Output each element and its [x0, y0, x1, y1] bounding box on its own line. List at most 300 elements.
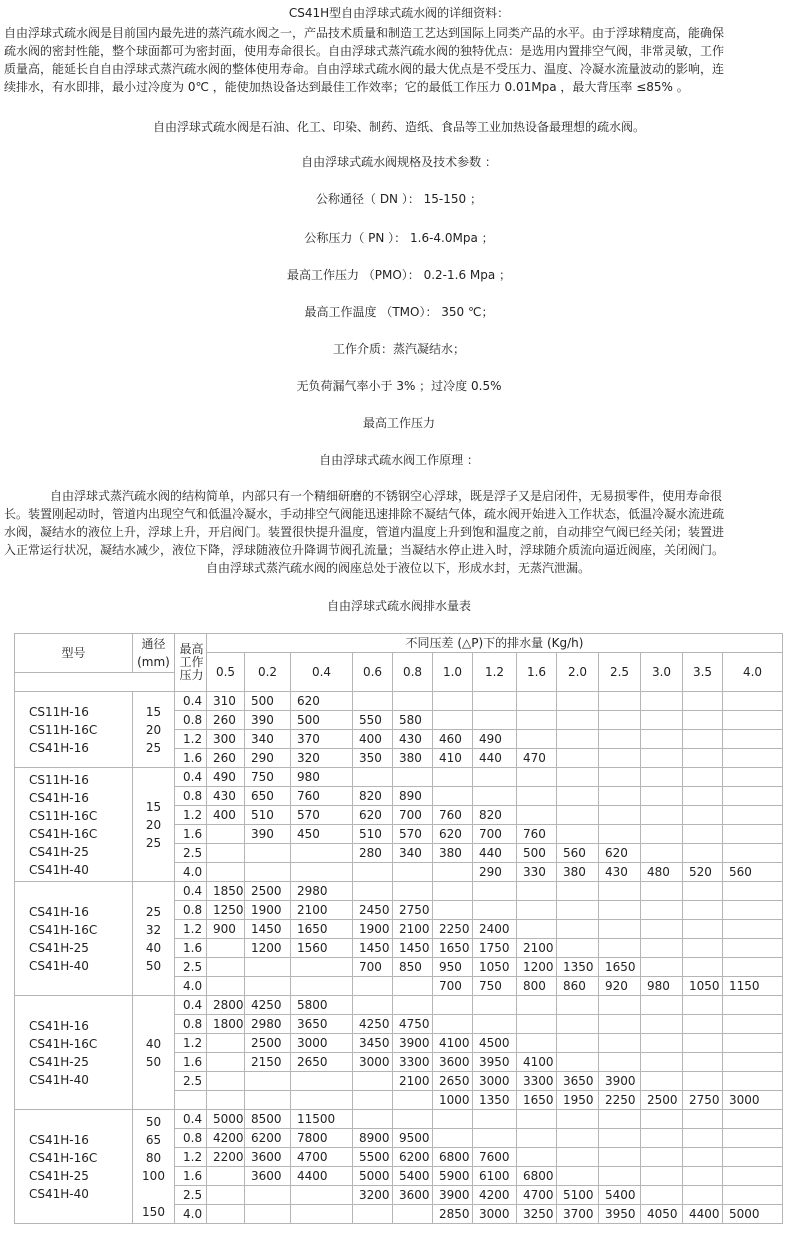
- flow-value: 460: [433, 730, 473, 749]
- flow-value: 3700: [557, 1205, 599, 1224]
- dn-value: 50: [145, 958, 162, 973]
- flow-value: 2100: [393, 920, 433, 939]
- flow-value: [393, 882, 433, 901]
- flow-value: 470: [517, 749, 557, 768]
- flow-value: 2800: [207, 996, 245, 1015]
- flow-value: [353, 1110, 393, 1129]
- flow-value: 1350: [473, 1091, 517, 1110]
- flow-value: 760: [517, 825, 557, 844]
- flow-value: [557, 1034, 599, 1053]
- model-cell: [15, 692, 133, 768]
- flow-value: [433, 787, 473, 806]
- spec-pmo: 最高工作压力 （PMO）： 0.2-1.6 Mpa ；: [286, 268, 512, 282]
- flow-value: [683, 730, 723, 749]
- model-name: CS41H-25: [29, 940, 89, 955]
- flow-value: [599, 996, 641, 1015]
- flow-value: 3600: [245, 1167, 291, 1186]
- flow-value: [393, 1110, 433, 1129]
- flow-value: 5100: [557, 1186, 599, 1205]
- flow-value: 1650: [599, 958, 641, 977]
- pmo-value: 2.5: [175, 1186, 207, 1205]
- flow-value: [641, 1186, 683, 1205]
- intro-line: 疏水阀的密封性能，整个球面都可为密封面，使用寿命很长。自由浮球式蒸汽疏水阀的独特优点：是选用内置排空气阀，非常灵敏，工作: [4, 44, 725, 58]
- flow-value: [641, 1167, 683, 1186]
- flow-value: [473, 901, 517, 920]
- flow-value: 9500: [393, 1129, 433, 1148]
- pmo-value: 1.2: [175, 920, 207, 939]
- flow-value: 320: [291, 749, 353, 768]
- flow-value: 1350: [557, 958, 599, 977]
- flow-value: [517, 901, 557, 920]
- flow-value: 550: [353, 711, 393, 730]
- flow-value: [517, 996, 557, 1015]
- flow-value: 3000: [473, 1205, 517, 1224]
- flow-value: [641, 1110, 683, 1129]
- flow-value: 620: [353, 806, 393, 825]
- flow-value: 920: [599, 977, 641, 996]
- pmo-value: 1.6: [175, 825, 207, 844]
- header-model: 型号: [15, 634, 133, 673]
- flow-value: [245, 1186, 291, 1205]
- flow-value: [683, 692, 723, 711]
- flow-value: 4700: [291, 1148, 353, 1167]
- flow-value: 3300: [517, 1072, 557, 1091]
- flow-value: [433, 882, 473, 901]
- flow-value: 390: [245, 711, 291, 730]
- spec-title: 自由浮球式疏水阀规格及技术参数 ：: [301, 155, 497, 169]
- flow-value: [557, 806, 599, 825]
- flow-value: 310: [207, 692, 245, 711]
- flow-value: [473, 1110, 517, 1129]
- flow-value: 6800: [517, 1167, 557, 1186]
- flow-value: [207, 1167, 245, 1186]
- flow-value: 3000: [723, 1091, 783, 1110]
- flow-value: 410: [433, 749, 473, 768]
- flow-value: 330: [517, 863, 557, 882]
- flow-value: 2650: [291, 1053, 353, 1072]
- header-pressure: 3.0: [641, 653, 683, 692]
- flow-value: 340: [245, 730, 291, 749]
- flow-value: 760: [291, 787, 353, 806]
- flow-value: 760: [433, 806, 473, 825]
- flow-value: [557, 1148, 599, 1167]
- flow-value: 3950: [599, 1205, 641, 1224]
- flow-value: [683, 1186, 723, 1205]
- doc-title: CS41H型自由浮球式疏水阀的详细资料：: [288, 6, 510, 20]
- flow-value: [683, 844, 723, 863]
- model-name: CS41H-16: [29, 1018, 89, 1033]
- model-name: CS41H-25: [29, 1168, 89, 1183]
- flow-value: 5000: [723, 1205, 783, 1224]
- flow-value: [291, 1072, 353, 1091]
- header-pressure: 1.6: [517, 653, 557, 692]
- flow-value: [683, 996, 723, 1015]
- model-name: CS41H-16: [29, 740, 89, 755]
- flow-value: [599, 1129, 641, 1148]
- flow-value: [641, 996, 683, 1015]
- flow-value: [723, 920, 783, 939]
- model-name: CS41H-16C: [29, 1036, 98, 1051]
- dn-value: 20: [145, 722, 162, 737]
- dn-value: [133, 1185, 174, 1203]
- flow-value: 1750: [473, 939, 517, 958]
- flow-value: [683, 768, 723, 787]
- flow-value: [599, 730, 641, 749]
- flow-value: [683, 1129, 723, 1148]
- flow-value: [517, 1110, 557, 1129]
- flow-value: [557, 768, 599, 787]
- flow-value: [517, 1015, 557, 1034]
- flow-value: [473, 996, 517, 1015]
- flow-value: 4100: [517, 1053, 557, 1072]
- flow-value: [433, 692, 473, 711]
- flow-value: [393, 692, 433, 711]
- flow-value: 2750: [683, 1091, 723, 1110]
- flow-value: [723, 1015, 783, 1034]
- flow-value: [641, 806, 683, 825]
- flow-value: 2500: [641, 1091, 683, 1110]
- header-filler: [15, 673, 175, 692]
- flow-value: [245, 1072, 291, 1091]
- header-pressure: 3.5: [683, 653, 723, 692]
- flow-value: [599, 787, 641, 806]
- flow-value: 2650: [433, 1072, 473, 1091]
- flow-value: [599, 1034, 641, 1053]
- dn-value: 150: [142, 1204, 165, 1219]
- pmo-value: 0.8: [175, 787, 207, 806]
- flow-value: [599, 1167, 641, 1186]
- flow-value: [353, 863, 393, 882]
- flow-value: 3600: [245, 1148, 291, 1167]
- header-pressure: 4.0: [723, 653, 783, 692]
- principle-paragraph: [4, 487, 792, 577]
- dn-cell: [133, 996, 175, 1110]
- header-dn-label: 通径: [141, 637, 166, 651]
- flow-value: 6100: [473, 1167, 517, 1186]
- flow-value: 2500: [245, 882, 291, 901]
- flow-value: [557, 749, 599, 768]
- flow-value: [723, 825, 783, 844]
- flow-value: 5800: [291, 996, 353, 1015]
- flow-value: [517, 1148, 557, 1167]
- model-name: CS41H-40: [29, 1072, 89, 1087]
- flow-value: [723, 1186, 783, 1205]
- flow-value: 2450: [353, 901, 393, 920]
- pmo-value: 2.5: [175, 958, 207, 977]
- flow-value: [353, 1091, 393, 1110]
- pmo-value: 4.0: [175, 1205, 207, 1224]
- flow-value: 650: [245, 787, 291, 806]
- flow-value: [683, 1034, 723, 1053]
- model-name: CS41H-25: [29, 844, 89, 859]
- flow-value: 620: [291, 692, 353, 711]
- flow-value: [207, 1072, 245, 1091]
- flow-value: [207, 958, 245, 977]
- flow-value: [641, 901, 683, 920]
- flow-value: [683, 901, 723, 920]
- flow-value: [599, 1148, 641, 1167]
- spec-medium: 工作介质：蒸汽凝结水；: [332, 342, 465, 356]
- flow-value: 3450: [353, 1034, 393, 1053]
- flow-value: 700: [473, 825, 517, 844]
- flow-value: 440: [473, 844, 517, 863]
- dn-cell: [133, 692, 175, 768]
- pmo-value: 1.2: [175, 730, 207, 749]
- flow-value: 4750: [393, 1015, 433, 1034]
- flow-value: 1150: [723, 977, 783, 996]
- dn-value: 100: [142, 1168, 165, 1183]
- flow-value: 1250: [207, 901, 245, 920]
- flow-value: 400: [207, 806, 245, 825]
- flow-value: [207, 863, 245, 882]
- flow-value: [517, 692, 557, 711]
- flow-value: 4700: [517, 1186, 557, 1205]
- flow-value: [599, 920, 641, 939]
- model-name: CS41H-16C: [29, 922, 98, 937]
- flow-value: [683, 1053, 723, 1072]
- flow-value: [473, 787, 517, 806]
- flow-value: 1450: [353, 939, 393, 958]
- flow-value: 3600: [393, 1186, 433, 1205]
- pmo-value: 4.0: [175, 863, 207, 882]
- flow-value: [641, 1015, 683, 1034]
- flow-value: [393, 977, 433, 996]
- flow-value: [557, 920, 599, 939]
- flow-value: 430: [207, 787, 245, 806]
- flow-value: 1650: [517, 1091, 557, 1110]
- flow-value: 2500: [245, 1034, 291, 1053]
- flow-value: [641, 1148, 683, 1167]
- flow-value: [291, 977, 353, 996]
- flow-value: 3200: [353, 1186, 393, 1205]
- flow-value: 2100: [517, 939, 557, 958]
- flow-value: 570: [291, 806, 353, 825]
- flow-value: [433, 1129, 473, 1148]
- flow-value: 5500: [353, 1148, 393, 1167]
- flow-value: [723, 939, 783, 958]
- table-row: [15, 996, 783, 1015]
- table-row: [15, 692, 783, 711]
- flow-value: 820: [353, 787, 393, 806]
- header-pressure: 0.5: [207, 653, 245, 692]
- header-pressure: 2.5: [599, 653, 641, 692]
- principle-line: 长。装置刚起动时，管道内出现空气和低温冷凝水，手动排空气阀能迅速排除不凝结气体，疏水阀开始进入工作状态，低温冷凝水流进疏: [4, 507, 725, 521]
- flow-value: [245, 1205, 291, 1224]
- flow-value: [473, 1015, 517, 1034]
- model-name: CS11H-16C: [29, 722, 98, 737]
- flow-value: 560: [557, 844, 599, 863]
- flow-value: [641, 787, 683, 806]
- flow-value: [557, 1129, 599, 1148]
- flow-value: 1450: [245, 920, 291, 939]
- flow-value: [557, 901, 599, 920]
- flow-value: 6800: [433, 1148, 473, 1167]
- flow-value: 400: [353, 730, 393, 749]
- flow-value: [641, 825, 683, 844]
- flow-value: [641, 1053, 683, 1072]
- flow-value: 1000: [433, 1091, 473, 1110]
- model-name: CS11H-16: [29, 704, 89, 719]
- pmo-value: 2.5: [175, 844, 207, 863]
- flow-value: [517, 768, 557, 787]
- principle-title: 自由浮球式疏水阀工作原理 ：: [319, 453, 479, 467]
- flow-value: 5900: [433, 1167, 473, 1186]
- flow-value: 370: [291, 730, 353, 749]
- flow-value: 260: [207, 749, 245, 768]
- flow-value: [473, 1129, 517, 1148]
- flow-value: [599, 901, 641, 920]
- dn-cell: [133, 768, 175, 882]
- flow-value: 430: [393, 730, 433, 749]
- header-pressure: 1.2: [473, 653, 517, 692]
- principle-line: 水阀，凝结水的液位上升，浮球上升，开启阀门。装置很快提升温度，管道内温度上升到饱和温度之前，自动排空气阀已经关闭；装置进: [4, 525, 725, 539]
- model-name: CS41H-40: [29, 862, 89, 877]
- pmo-value: 4.0: [175, 977, 207, 996]
- dn-value: 15: [145, 704, 162, 719]
- header-pressure-group: 不同压差 (△P)下的排水量 (Kg/h): [207, 634, 783, 653]
- pmo-value: 0.8: [175, 1015, 207, 1034]
- flow-value: [517, 806, 557, 825]
- flow-value: 1850: [207, 882, 245, 901]
- flow-value: [641, 768, 683, 787]
- flow-value: [599, 1015, 641, 1034]
- flow-value: 980: [641, 977, 683, 996]
- flow-value: [599, 1053, 641, 1072]
- flow-value: [517, 711, 557, 730]
- dn-value: 20: [145, 817, 162, 832]
- flow-value: [517, 730, 557, 749]
- flow-value: [207, 1034, 245, 1053]
- flow-value: [723, 787, 783, 806]
- flow-value: [557, 1015, 599, 1034]
- flow-value: [683, 1015, 723, 1034]
- pmo-value: 0.4: [175, 692, 207, 711]
- flow-value: [291, 863, 353, 882]
- flow-value: 890: [393, 787, 433, 806]
- flow-value: [557, 996, 599, 1015]
- flow-value: 1200: [245, 939, 291, 958]
- flow-value: 2980: [245, 1015, 291, 1034]
- flow-value: 7800: [291, 1129, 353, 1148]
- header-dn: [133, 634, 175, 673]
- flow-value: [723, 1129, 783, 1148]
- flow-value: 6200: [393, 1148, 433, 1167]
- flow-value: [723, 882, 783, 901]
- dn-cell: [133, 1110, 175, 1224]
- flow-value: [723, 1148, 783, 1167]
- flow-value: [557, 1110, 599, 1129]
- flow-value: [517, 920, 557, 939]
- flow-value: [599, 711, 641, 730]
- flow-value: 450: [291, 825, 353, 844]
- flow-value: [557, 711, 599, 730]
- flow-value: [641, 882, 683, 901]
- flow-value: 4200: [473, 1186, 517, 1205]
- flow-value: [517, 1129, 557, 1148]
- flow-value: 1650: [433, 939, 473, 958]
- flow-value: 2250: [433, 920, 473, 939]
- flow-value: [599, 939, 641, 958]
- flow-value: 280: [353, 844, 393, 863]
- intro-line: 自由浮球式疏水阀是目前国内最先进的蒸汽疏水阀之一，产品技术质量和制造工艺达到国际上同类产品的水平。由于浮球精度高，能确保: [4, 26, 725, 40]
- model-name: CS41H-16: [29, 1132, 89, 1147]
- spec-max-pressure: 最高工作压力: [362, 416, 435, 430]
- flow-value: 3300: [393, 1053, 433, 1072]
- flow-value: [683, 958, 723, 977]
- flow-value: 1800: [207, 1015, 245, 1034]
- flow-value: [723, 958, 783, 977]
- dn-value: 40: [145, 1036, 162, 1051]
- flow-value: [291, 1205, 353, 1224]
- flow-value: [353, 692, 393, 711]
- flow-value: 800: [517, 977, 557, 996]
- flow-value: [433, 901, 473, 920]
- pmo-value: 0.4: [175, 1110, 207, 1129]
- flow-value: 380: [557, 863, 599, 882]
- flow-value: [207, 1091, 245, 1110]
- flow-value: [245, 1091, 291, 1110]
- flow-value: [393, 996, 433, 1015]
- flow-value: 520: [683, 863, 723, 882]
- flow-value: 510: [353, 825, 393, 844]
- flow-value: [393, 1205, 433, 1224]
- flow-value: [683, 711, 723, 730]
- flow-value: [599, 692, 641, 711]
- flow-value: 700: [393, 806, 433, 825]
- flow-value: [641, 939, 683, 958]
- principle-line: 自由浮球式蒸汽疏水阀的结构简单，内部只有一个精细研磨的不锈钢空心浮球，既是浮子又是启闭件，无易损零件，使用寿命很: [50, 489, 723, 503]
- flow-value: [291, 1186, 353, 1205]
- pmo-value: 1.2: [175, 1148, 207, 1167]
- flow-value: [291, 958, 353, 977]
- flow-value: [723, 692, 783, 711]
- flow-value: [641, 958, 683, 977]
- dn-value: 32: [145, 922, 162, 937]
- header-pressure: 0.8: [393, 653, 433, 692]
- flow-value: 700: [433, 977, 473, 996]
- flow-value: 900: [207, 920, 245, 939]
- header-pressure: 0.6: [353, 653, 393, 692]
- flow-value: [207, 1205, 245, 1224]
- flow-value: [473, 768, 517, 787]
- flow-value: 4200: [207, 1129, 245, 1148]
- pmo-value: 1.6: [175, 749, 207, 768]
- pmo-value: 0.4: [175, 996, 207, 1015]
- flow-value: [207, 1186, 245, 1205]
- flow-value: 4250: [353, 1015, 393, 1034]
- flow-value: [641, 920, 683, 939]
- flow-value: [207, 939, 245, 958]
- flow-value: [207, 977, 245, 996]
- dn-value: 50: [145, 1054, 162, 1069]
- model-cell: [15, 882, 133, 996]
- flow-value: [433, 863, 473, 882]
- flow-value: [641, 730, 683, 749]
- flow-value: [723, 844, 783, 863]
- flow-value: 3000: [353, 1053, 393, 1072]
- model-name: CS41H-16: [29, 790, 89, 805]
- flow-value: 3950: [473, 1053, 517, 1072]
- flow-value: 700: [353, 958, 393, 977]
- flow-value: [723, 749, 783, 768]
- flow-value: 1900: [245, 901, 291, 920]
- model-cell: [15, 1110, 133, 1224]
- flow-value: [433, 711, 473, 730]
- usage-text: 自由浮球式疏水阀是石油、化工、印染、制药、造纸、食品等工业加热设备最理想的疏水阀。: [152, 120, 645, 134]
- flow-value: 500: [517, 844, 557, 863]
- flow-value: [517, 787, 557, 806]
- flow-value: 500: [291, 711, 353, 730]
